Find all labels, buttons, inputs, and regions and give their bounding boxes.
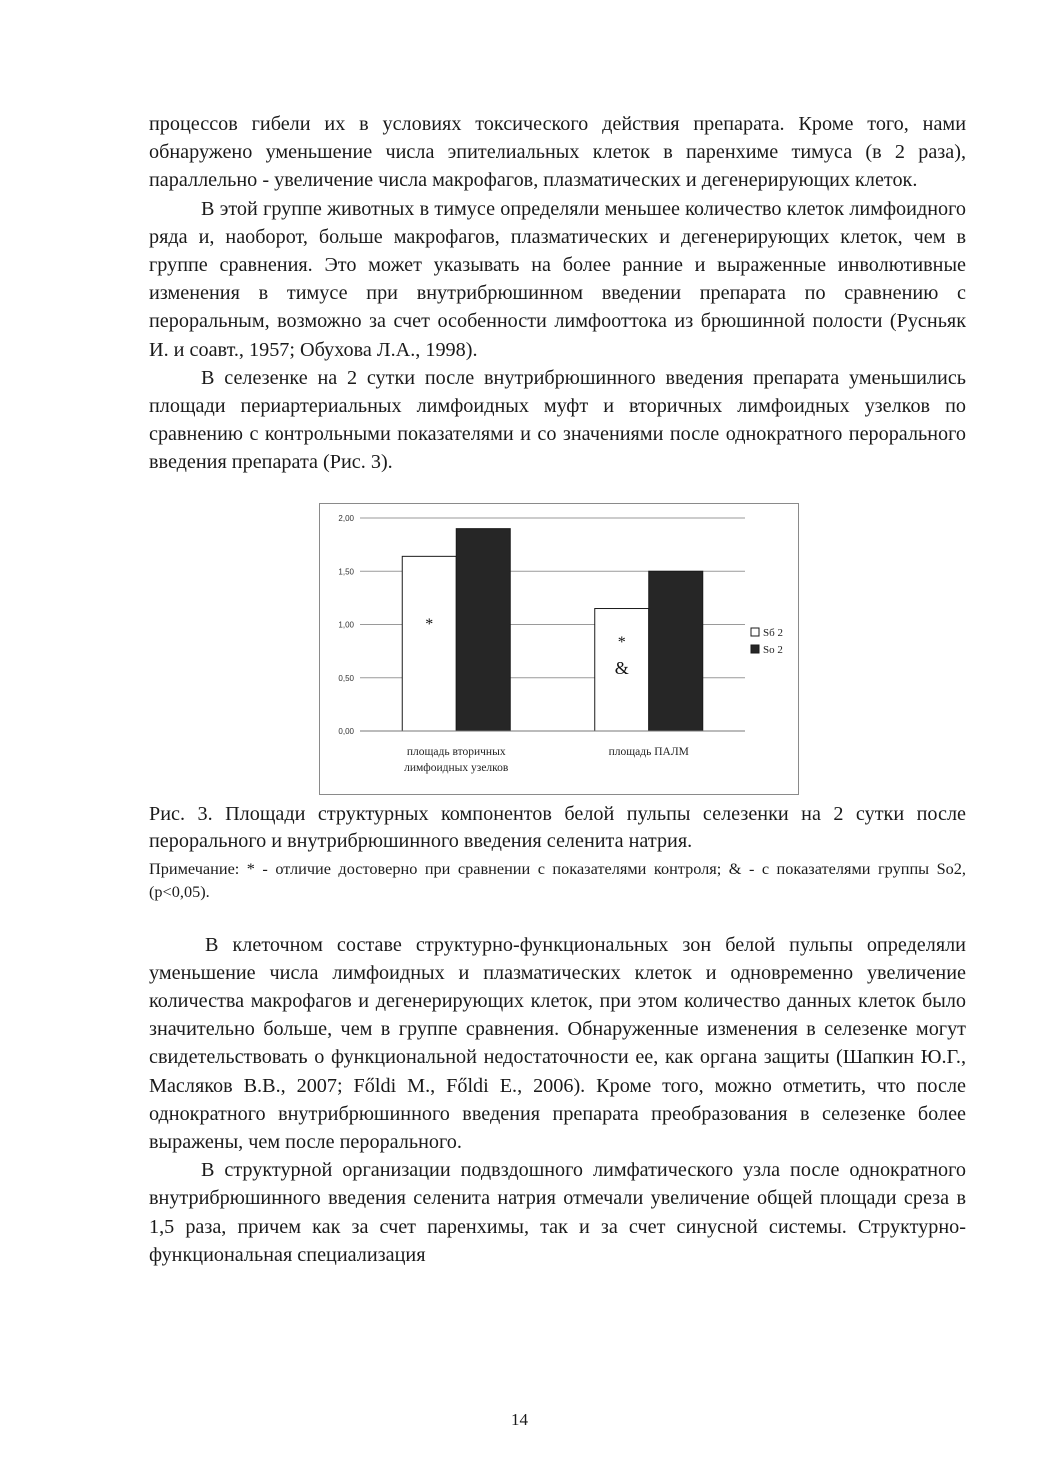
paragraph-5: В структурной организации подвздошного лимфатического узла после однократного внутрибрюшинного введения селенита натрия отмечали увеличение общей площади среза в 1,5 раза, причем как за счет паренхимы, так и за счет синусной системы. Структурно-функциональная специализация	[149, 1159, 966, 1266]
y-tick-label: 1,00	[338, 620, 354, 630]
legend-swatch	[751, 628, 759, 636]
paragraph-2: В этой группе животных в тимусе определяли меньшее количество клеток лимфоидного ряда и, наоборот, больше макрофагов, плазматических и дегенерирующих клеток, чем в группе сравнения. Это может указывать на более ранние и выраженные инволютивные изменения в тимусе при внутрибрюшинном введении препарата по сравнению с пероральным, возможно за счет особенности лимфооттока из брюшинной полости (Русньяк И. и соавт., 1957; Обухова Л.А., 1998).	[149, 197, 966, 361]
x-tick-label: лимфоидных узелков	[404, 761, 509, 774]
page-number: 14	[511, 1410, 528, 1429]
paragraph-3: В селезенке на 2 сутки после внутрибрюшинного введения препарата уменьшились площади периартериальных лимфоидных муфт и вторичных лимфоидных узелков по сравнению с контрольными показателями и со значениями после однократного перорального введения препарата (Рис. 3).	[149, 366, 966, 474]
y-tick-label: 1,50	[338, 566, 354, 576]
significance-mark: *	[617, 633, 626, 651]
y-tick-label: 0,00	[338, 726, 354, 736]
bar	[456, 528, 510, 730]
bar	[649, 571, 703, 731]
x-tick-label: площадь вторичных	[406, 745, 506, 758]
y-tick-label: 0,50	[338, 673, 354, 683]
legend-label: So 2	[763, 643, 783, 656]
significance-mark: *	[425, 615, 434, 633]
figure-chart	[319, 503, 799, 795]
legend-swatch	[751, 645, 759, 653]
legend-label: Sб 2	[763, 626, 783, 639]
figure-caption: Рис. 3. Площади структурных компонентов белой пульпы селезенки на 2 сутки после перорального и внутрибрюшинного введения селенита натрия.	[149, 802, 966, 852]
x-tick-label: площадь ПАЛМ	[608, 745, 689, 758]
figure-note: Примечание: * - отличие достоверно при сравнении с показателями контроля; & - с показателями группы So2, (p<0,05).	[149, 858, 966, 901]
bar-chart	[320, 504, 798, 794]
paragraph-4: В клеточном составе структурно-функциональных зон белой пульпы определяли уменьшение числа лимфоидных и плазматических клеток и одновременно увеличение количества макрофагов и дегенерирующих клеток, при этом количество данных клеток было значительно больше, чем в группе сравнения. Обнаруженные изменения в селезенке могут свидетельствовать о функциональной недостаточности ее, как органа защиты (Шапкин Ю.Г., Масляков В.В., 2007; Főldi M., Főldi E., 2006). Кроме того, можно отметить, что после однократного внутрибрюшинного введения препарата преобразования в селезенке более выражены, чем после перорального.	[149, 933, 966, 1154]
significance-mark: &	[614, 657, 629, 678]
bar	[402, 556, 456, 731]
y-tick-label: 2,00	[338, 513, 354, 523]
page-body	[149, 110, 966, 1269]
paragraph-1: процессов гибели их в условиях токсического действия препарата. Кроме того, нами обнаружено уменьшение числа эпителиальных клеток в паренхиме тимуса (в 2 раза), параллельно - увеличение числа макрофагов, плазматических и дегенерирующих клеток.	[149, 113, 966, 192]
